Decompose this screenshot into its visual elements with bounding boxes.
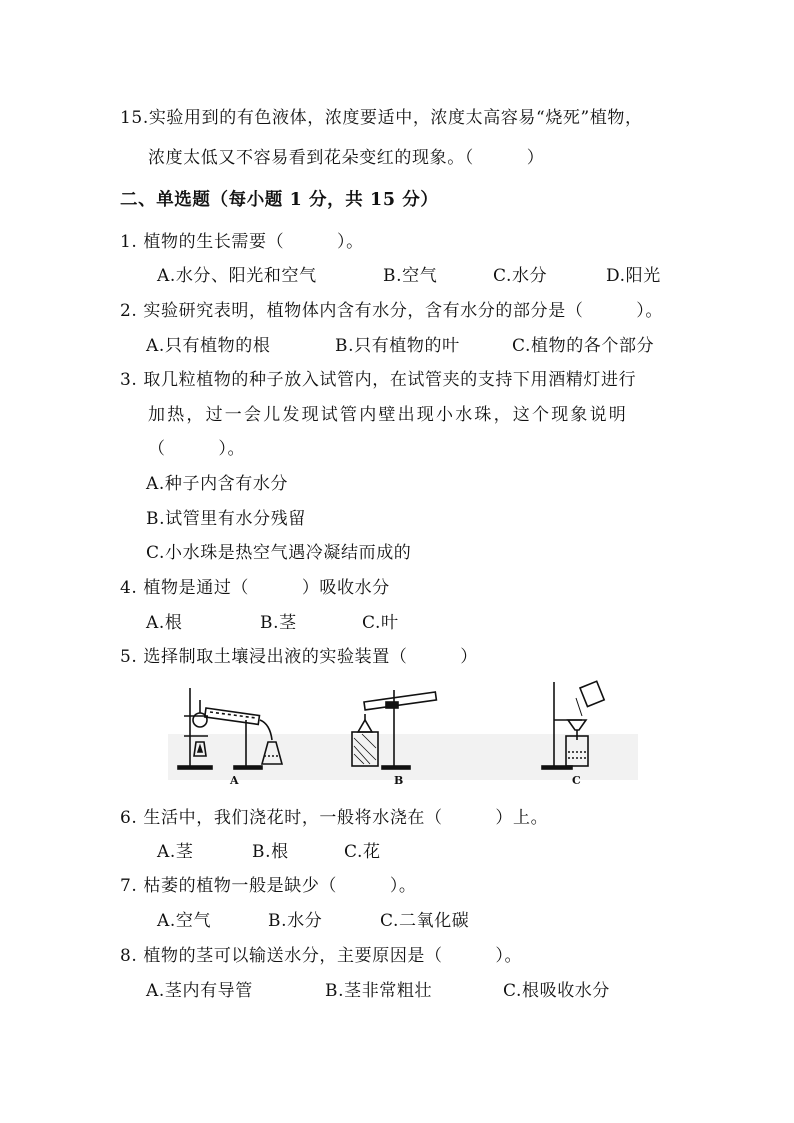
q6-option-b[interactable]: B.根 bbox=[252, 842, 289, 862]
q3-option-a[interactable]: A.种子内含有水分 bbox=[146, 474, 289, 494]
q7-option-a[interactable]: A.空气 bbox=[157, 911, 212, 931]
q5-stem: 5. 选择制取土壤浸出液的实验装置（ ） bbox=[120, 647, 478, 667]
q2-option-b[interactable]: B.只有植物的叶 bbox=[335, 336, 460, 356]
q8-option-c[interactable]: C.根吸收水分 bbox=[503, 981, 611, 1001]
q4-option-b[interactable]: B.茎 bbox=[260, 613, 297, 633]
q1-option-a[interactable]: A.水分、阳光和空气 bbox=[157, 266, 317, 286]
q1-option-d[interactable]: D.阳光 bbox=[606, 266, 661, 286]
q3-option-b[interactable]: B.试管里有水分残留 bbox=[146, 509, 306, 529]
q3-stem-line-3: （ ）。 bbox=[148, 439, 246, 459]
q3-stem-line-1: 3. 取几粒植物的种子放入试管内，在试管夹的支持下用酒精灯进行 bbox=[120, 370, 637, 390]
q7-option-c[interactable]: C.二氧化碳 bbox=[380, 911, 470, 931]
q2-stem: 2. 实验研究表明，植物体内含有水分，含有水分的部分是（ ）。 bbox=[120, 301, 663, 321]
q7-option-b[interactable]: B.水分 bbox=[268, 911, 323, 931]
q6-option-a[interactable]: A.茎 bbox=[157, 842, 194, 862]
q3-stem-line-2: 加热，过一会儿发现试管内壁出现小水珠，这个现象说明 bbox=[148, 405, 628, 425]
q8-option-a[interactable]: A.茎内有导管 bbox=[146, 981, 253, 1001]
q1-stem: 1. 植物的生长需要（ ）。 bbox=[120, 232, 364, 252]
q15-line-2: 浓度太低又不容易看到花朵变红的现象。（ ） bbox=[148, 148, 545, 168]
q8-stem: 8. 植物的茎可以输送水分，主要原因是（ ）。 bbox=[120, 946, 523, 966]
q1-option-c[interactable]: C.水分 bbox=[493, 266, 548, 286]
q15-line-1: 15.实验用到的有色液体，浓度要适中，浓度太高容易“烧死”植物， bbox=[120, 108, 643, 128]
q3-option-c[interactable]: C.小水珠是热空气遇冷凝结而成的 bbox=[146, 543, 412, 563]
q4-option-a[interactable]: A.根 bbox=[146, 613, 183, 633]
figure-label-b: B bbox=[394, 774, 404, 787]
q8-option-b[interactable]: B.茎非常粗壮 bbox=[325, 981, 433, 1001]
q4-stem: 4. 植物是通过（ ）吸收水分 bbox=[120, 578, 390, 598]
q6-option-c[interactable]: C.花 bbox=[344, 842, 381, 862]
q1-option-b[interactable]: B.空气 bbox=[383, 266, 438, 286]
apparatus-figure bbox=[168, 680, 638, 792]
q4-option-c[interactable]: C.叶 bbox=[362, 613, 399, 633]
q6-stem: 6. 生活中，我们浇花时，一般将水浇在（ ）上。 bbox=[120, 808, 549, 828]
figure-label-a: A bbox=[230, 774, 239, 787]
q2-option-c[interactable]: C.植物的各个部分 bbox=[512, 336, 655, 356]
q2-option-a[interactable]: A.只有植物的根 bbox=[146, 336, 271, 356]
section-2-title: 二、单选题（每小题 1 分，共 15 分） bbox=[120, 190, 439, 210]
q7-stem: 7. 枯萎的植物一般是缺少（ ）。 bbox=[120, 876, 417, 896]
figure-label-c: C bbox=[572, 774, 581, 787]
